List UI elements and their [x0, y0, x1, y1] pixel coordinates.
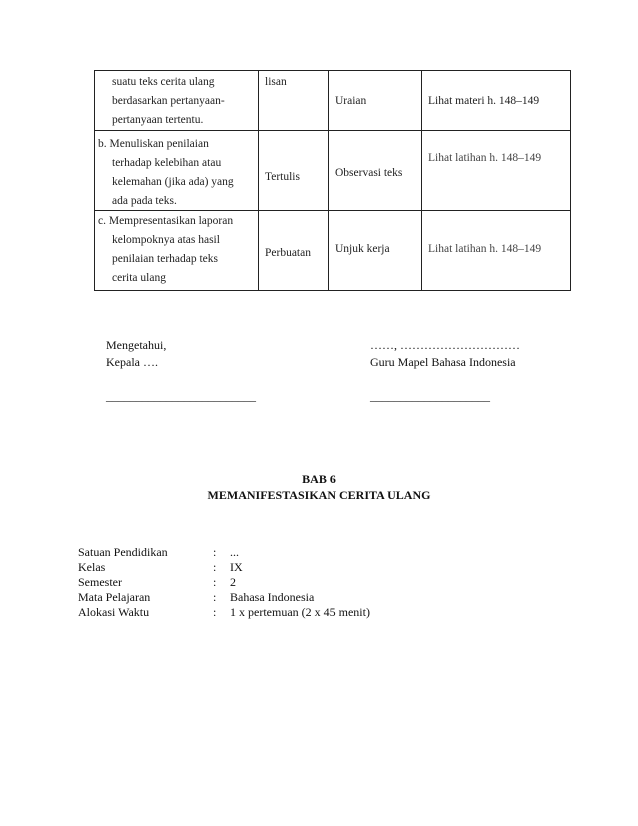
technique-cell: Perbuatan	[265, 247, 311, 259]
form-cell: Unjuk kerja	[335, 243, 390, 255]
info-separator: :	[213, 590, 217, 604]
table-border-left	[94, 70, 95, 290]
activity-line: kelompoknya atas hasil	[112, 234, 220, 246]
info-label: Kelas	[78, 560, 106, 574]
info-separator: :	[213, 560, 217, 574]
table-border-top	[94, 70, 571, 71]
table-col-divider	[421, 70, 422, 290]
activity-cell	[98, 212, 233, 288]
activity-line: suatu teks cerita ulang	[112, 76, 215, 88]
place-date-field: ……, …………………………	[370, 338, 520, 352]
info-separator: :	[213, 545, 217, 559]
signature-left	[106, 337, 256, 405]
info-value: 2	[230, 575, 236, 589]
activity-line: penilaian terhadap teks	[112, 253, 219, 265]
acknowledged-label: Mengetahui,	[106, 338, 167, 352]
info-label: Semester	[78, 575, 122, 589]
table-col-divider	[328, 70, 329, 290]
activity-line: cerita ulang	[112, 272, 166, 284]
activity-line: berdasarkan pertanyaan-	[112, 95, 225, 107]
info-value: Bahasa Indonesia	[230, 590, 315, 604]
chapter-label: BAB 6	[302, 472, 336, 486]
activity-cell	[98, 135, 234, 211]
instrument-cell: Lihat latihan h. 148–149	[428, 152, 542, 164]
signature-right	[370, 337, 520, 405]
activity-line: terhadap kelebihan atau	[112, 157, 222, 169]
activity-line: kelemahan (jika ada) yang	[112, 176, 234, 188]
info-label: Alokasi Waktu	[78, 605, 150, 619]
activity-line: ada pada teks.	[112, 195, 177, 207]
info-separator: :	[213, 605, 217, 619]
info-separator: :	[213, 575, 217, 589]
teacher-label: Guru Mapel Bahasa Indonesia	[370, 355, 516, 369]
technique-cell: lisan	[265, 76, 287, 88]
signature-line: ____________________	[370, 389, 490, 403]
technique-cell: Tertulis	[265, 171, 300, 183]
activity-line: b. Menuliskan penilaian	[98, 138, 209, 150]
table-border-bottom	[94, 290, 571, 291]
principal-label: Kepala ….	[106, 355, 158, 369]
info-value: 1 x pertemuan (2 x 45 menit)	[230, 605, 370, 619]
info-value: ...	[230, 545, 239, 559]
activity-cell	[112, 73, 225, 130]
instrument-cell: Lihat materi h. 148–149	[428, 95, 540, 107]
table-col-divider	[258, 70, 259, 290]
table-border-right	[570, 70, 571, 290]
form-cell: Uraian	[335, 95, 367, 107]
activity-line: pertanyaan tertentu.	[112, 114, 204, 126]
instrument-cell: Lihat latihan h. 148–149	[428, 243, 542, 255]
table-row-divider	[94, 130, 571, 131]
info-label: Satuan Pendidikan	[78, 545, 168, 559]
signature-line: _________________________	[106, 389, 256, 403]
form-cell: Observasi teks	[335, 167, 403, 179]
info-label: Mata Pelajaran	[78, 590, 151, 604]
info-value: IX	[230, 560, 243, 574]
chapter-title: MEMANIFESTASIKAN CERITA ULANG	[207, 488, 431, 502]
activity-line: c. Mempresentasikan laporan	[98, 215, 234, 227]
